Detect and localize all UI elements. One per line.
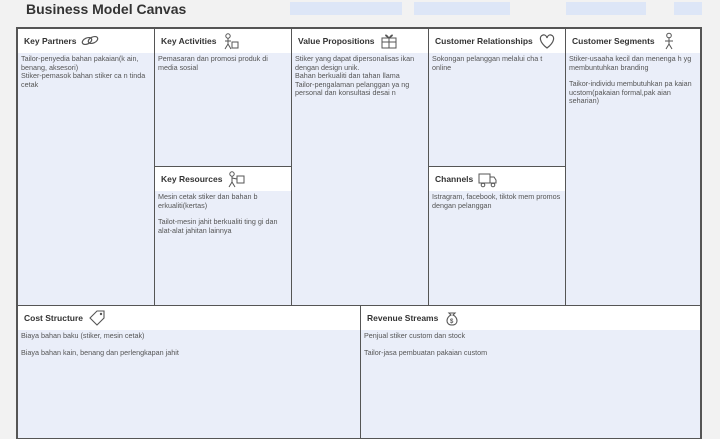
- customer-relationships-content: [429, 53, 565, 166]
- key-resources-title: Key Resources: [161, 174, 223, 184]
- customer-segments-block: [565, 28, 701, 306]
- key-activities-content: [155, 53, 291, 166]
- list-item: Penjual stiker custom dan stock: [364, 331, 466, 340]
- list-item: Biaya bahan kain, benang dan perlengkapan jahit: [21, 347, 179, 357]
- list-item: Stiker-usaaha kecil dan menenga h yg membuntuhkan branding: [569, 54, 692, 72]
- list-item: Tailor-jasa pembuatan pakaian custom: [364, 347, 488, 357]
- revenue-streams-block: [360, 305, 701, 439]
- revenue-streams-title: Revenue Streams: [367, 313, 439, 323]
- channels-title: Channels: [435, 174, 474, 184]
- channels-content: [429, 191, 565, 305]
- list-item: Sokongan pelanggan melalui cha t online: [432, 54, 543, 72]
- list-item: Tailor-penyedia bahan pakaian(k ain, benang, aksesori) Stiker-pemasok bahan stiker ca n tinda cetak: [21, 54, 146, 89]
- price-tag-icon: [87, 309, 107, 327]
- person-icon: [659, 32, 679, 50]
- key-partners-title: Key Partners: [24, 36, 77, 46]
- list-item: Stiker yang dapat dipersonalisas ikan dengan design unik. Bahan berkualiti dan tahan llama Tailor-pengalaman pelanggan ya ng personal dan konsultasi desai n: [295, 54, 415, 98]
- header-placeholder-box: [290, 2, 402, 15]
- business-model-canvas: [16, 27, 702, 439]
- list-item: Taikor-individu membutuhkan pa kaian ucstom(pakaian formal,pak aian seharian): [569, 79, 692, 106]
- customer-relationships-title: Customer Relationships: [435, 36, 533, 46]
- svg-text:$: $: [450, 319, 454, 325]
- page-title: Business Model Canvas: [26, 1, 187, 17]
- key-activities-title: Key Activities: [161, 36, 217, 46]
- key-partners-block: [17, 28, 155, 306]
- key-partners-content: [18, 53, 154, 305]
- revenue-streams-content: [361, 330, 700, 438]
- customer-relationships-block: [428, 28, 566, 167]
- cost-structure-content: [18, 330, 360, 438]
- value-propositions-block: [291, 28, 429, 306]
- heart-icon: [537, 32, 557, 50]
- list-item: Istragram, facebook, tiktok mem promos dengan pelanggan: [432, 192, 561, 210]
- money-bag-icon: [442, 309, 462, 327]
- channels-block: [428, 166, 566, 306]
- cost-structure-block: [17, 305, 361, 439]
- gift-package-icon: [379, 32, 399, 50]
- worker-with-box-icon: [226, 170, 246, 188]
- list-item: Pemasaran dan promosi produk di media sosial: [158, 54, 268, 72]
- delivery-truck-icon: [477, 170, 497, 188]
- chain-link-icon: [80, 32, 100, 50]
- header-placeholder-box: [566, 2, 646, 15]
- cost-structure-title: Cost Structure: [24, 313, 84, 323]
- list-item: Mesin cetak stiker dan bahan b erkualiti(kertas): [158, 192, 258, 210]
- customer-segments-content: [566, 53, 700, 305]
- header-placeholder-box: [674, 2, 702, 15]
- key-activities-block: [154, 28, 292, 167]
- key-resources-block: [154, 166, 292, 306]
- header-placeholder-box: [414, 2, 510, 15]
- value-propositions-title: Value Propositions: [298, 36, 375, 46]
- factory-worker-icon: [220, 32, 240, 50]
- customer-segments-title: Customer Segments: [572, 36, 655, 46]
- list-item: Tailot-mesin jahit berkualiti ting gi dan alat-alat jahitan lainnya: [158, 217, 278, 235]
- key-resources-content: [155, 191, 291, 305]
- value-propositions-content: [292, 53, 428, 305]
- list-item: Biaya bahan baku (stiker, mesin cetak): [21, 331, 145, 340]
